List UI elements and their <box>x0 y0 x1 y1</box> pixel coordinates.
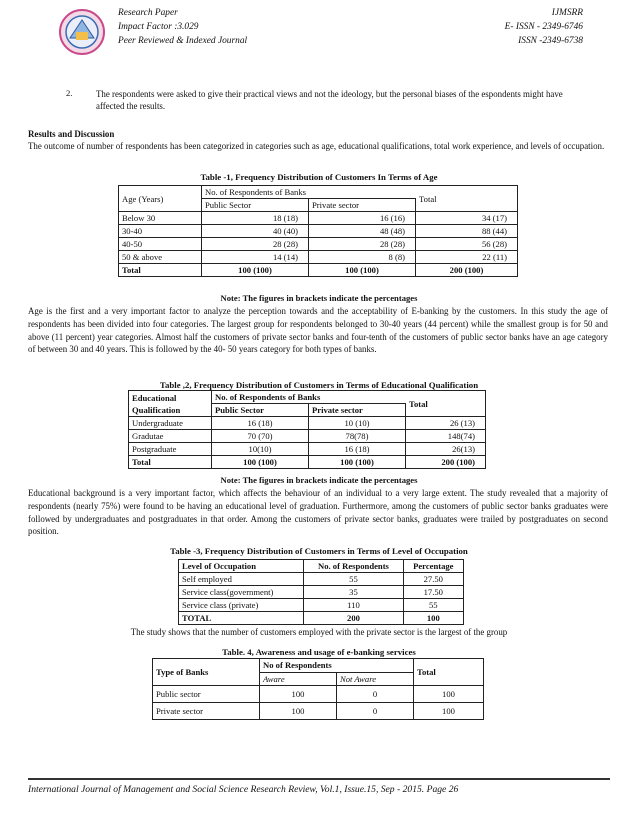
table2-header-total: Total <box>406 391 486 417</box>
table3-cell: 200 <box>304 612 403 625</box>
item-2-number: 2. <box>66 88 73 98</box>
table1-cell: Total <box>119 264 202 277</box>
table1-cell: 88 (44) <box>416 225 518 238</box>
table4-cell: 100 <box>260 703 337 720</box>
table-row <box>179 573 464 586</box>
table-row <box>129 443 486 456</box>
table2-cell: 16 (18) <box>309 443 406 456</box>
header-peer-reviewed: Peer Reviewed & Indexed Journal <box>118 36 248 46</box>
table1-cell: 100 (100) <box>309 264 416 277</box>
table3-cell: 17.50 <box>403 586 463 599</box>
table2-header-edu-line2: Qualification <box>132 404 181 415</box>
table1-total-label: Total <box>419 193 437 204</box>
table4-cell: 0 <box>337 703 414 720</box>
header-right <box>383 6 583 48</box>
table3-cell: 55 <box>403 599 463 612</box>
table-row <box>119 225 518 238</box>
table3-cell: 27.50 <box>403 573 463 586</box>
table3-title: Table -3, Frequency Distribution of Customers in Terms of Level of Occupation <box>170 546 468 556</box>
education-paragraph: Educational background is a very important factor, which affects the behaviour of an individual to a very large extent. The study revealed that a majority of respondents (nearly 75%) were found to be having an educational level of graduation. Furthermore, among the customers of public sector banks graduates were followed by undergraduates and postgraduates in that order. Among the customers of private sector banks, graduates were trailed by postgraduates on second position. <box>28 488 608 537</box>
table1-cell: 56 (28) <box>416 238 518 251</box>
table3-header: No. of Respondents <box>304 560 403 573</box>
table3 <box>178 559 464 625</box>
table-row <box>129 430 486 443</box>
table1-title: Table -1, Frequency Distribution of Customers In Terms of Age <box>200 172 438 182</box>
table2-cell: Gradutae <box>129 430 212 443</box>
table1-cell: 14 (14) <box>202 251 309 264</box>
table2-cell: Undergraduate <box>129 417 212 430</box>
table1-note: Note: The figures in brackets indicate the percentages <box>220 293 418 303</box>
table1-header-respondents: No. of Respondents of Banks <box>202 186 416 199</box>
table1-header-public: Public Sector <box>202 199 309 212</box>
table4 <box>152 658 484 720</box>
table-row <box>119 212 518 225</box>
results-text: The outcome of number of respondents has been categorized in categories such as age, educational qualifications, total work experience, and levels of occupation. <box>28 141 605 151</box>
page-footer: International Journal of Management and Social Science Research Review, Vol.1, Issue.15, Sep - 2015. Page 26 <box>28 778 610 795</box>
table-row <box>119 238 518 251</box>
header-left <box>118 6 318 48</box>
table4-header-notaware: Not Aware <box>337 672 414 686</box>
table2-note: Note: The figures in brackets indicate the percentages <box>220 475 418 485</box>
table4-cell: 0 <box>337 686 414 703</box>
table1-cell: 200 (100) <box>416 264 518 277</box>
header-research-paper: Research Paper <box>118 8 178 18</box>
table4-header-aware: Aware <box>260 672 337 686</box>
table2-title: Table ,2, Frequency Distribution of Customers in Terms of Educational Qualification <box>159 380 479 390</box>
table2-cell: 200 (100) <box>406 456 486 469</box>
table3-cell: TOTAL <box>179 612 304 625</box>
table2-header-respondents: No. of Respondents of Banks <box>212 391 406 404</box>
table4-header-respondents: No of Respondents <box>260 659 414 673</box>
table2-cell: 16 (18) <box>212 417 309 430</box>
table-row <box>153 703 484 720</box>
table2-header-private: Private sector <box>309 404 406 417</box>
table1-cell: 100 (100) <box>202 264 309 277</box>
table4-cell: 100 <box>414 703 484 720</box>
table1-cell: 16 (16) <box>309 212 416 225</box>
table4-cell: 100 <box>260 686 337 703</box>
table-row <box>179 599 464 612</box>
table4-cell: Public sector <box>153 686 260 703</box>
table-row <box>129 417 486 430</box>
header-journal-code: IJMSRR <box>551 8 583 18</box>
table2-cell: 100 (100) <box>212 456 309 469</box>
table4-header-type: Type of Banks <box>153 659 260 686</box>
table-row-total <box>129 456 486 469</box>
table1-cell: 22 (11) <box>416 251 518 264</box>
table4-title: Table. 4, Awareness and usage of e-banking services <box>222 647 416 657</box>
table-row <box>179 586 464 599</box>
results-heading: Results and Discussion <box>28 129 115 139</box>
table1-header-age: Age (Years) <box>119 186 202 212</box>
header-eissn: E- ISSN - 2349-6746 <box>504 22 583 32</box>
table2-header-edu <box>129 391 212 417</box>
table3-cell: 100 <box>403 612 463 625</box>
table3-cell: Self employed <box>179 573 304 586</box>
table1-cell: 34 (17) <box>416 212 518 225</box>
table3-header: Level of Occupation <box>179 560 304 573</box>
table-row-total <box>119 264 518 277</box>
journal-logo <box>58 8 106 56</box>
table1-header-private: Private sector <box>309 199 416 212</box>
table2-cell: Postgraduate <box>129 443 212 456</box>
table1-cell: 8 (8) <box>309 251 416 264</box>
age-paragraph: Age is the first and a very important factor to analyze the perception towards and the acceptability of E-banking by the customers. In this study the age of respondents has been divided into four categories. The largest group for respondents belonged to 30-40 years (44 percent) while the smallest group is for 50 and above (11 percent) year categories. Almost half the customers of private sector banks and four-tenth of the customers of public sector banks have an age category of between 30 and 40 years. This is followed by the 40- 50 years category for both types of banks. <box>28 306 608 355</box>
header-impact-factor: Impact Factor :3.029 <box>118 22 199 32</box>
table2-cell: 10 (10) <box>309 417 406 430</box>
table1-cell: 40-50 <box>119 238 202 251</box>
table3-cell: 35 <box>304 586 403 599</box>
table2-header-public: Public Sector <box>212 404 309 417</box>
table3-header: Percentage <box>403 560 463 573</box>
item-2-text: The respondents were asked to give their practical views and not the ideology, but the personal biases of the espondents might have affected the results. <box>96 89 563 112</box>
table2-cell: 148(74) <box>406 430 486 443</box>
table3-cell: 55 <box>304 573 403 586</box>
table2-header-edu-line1: Educational <box>132 392 177 403</box>
table2-cell: 10(10) <box>212 443 309 456</box>
table1-cell: 28 (28) <box>202 238 309 251</box>
table1-cell: 30-40 <box>119 225 202 238</box>
table3-note: The study shows that the number of customers employed with the private sector is the largest of the group <box>130 627 508 637</box>
table3-cell: Service class (private) <box>179 599 304 612</box>
table4-header-total: Total <box>414 659 484 686</box>
table1-cell: 28 (28) <box>309 238 416 251</box>
table1-header-total <box>416 186 518 212</box>
table1-cell: 40 (40) <box>202 225 309 238</box>
table2-cell: 78(78) <box>309 430 406 443</box>
table-row <box>119 251 518 264</box>
table4-cell: 100 <box>414 686 484 703</box>
table4-cell: Private sector <box>153 703 260 720</box>
header-issn: ISSN -2349-6738 <box>518 36 583 46</box>
table2-cell: Total <box>129 456 212 469</box>
table1-cell: 48 (48) <box>309 225 416 238</box>
table2-cell: 100 (100) <box>309 456 406 469</box>
table2-cell: 70 (70) <box>212 430 309 443</box>
table3-cell: Service class(government) <box>179 586 304 599</box>
table2-cell: 26(13) <box>406 443 486 456</box>
table1-cell: 50 & above <box>119 251 202 264</box>
table3-cell: 110 <box>304 599 403 612</box>
table1 <box>118 185 518 277</box>
table-row <box>153 686 484 703</box>
table1-cell: Below 30 <box>119 212 202 225</box>
table2 <box>128 390 486 469</box>
table-row-total <box>179 612 464 625</box>
table1-cell: 18 (18) <box>202 212 309 225</box>
table2-cell: 26 (13) <box>406 417 486 430</box>
